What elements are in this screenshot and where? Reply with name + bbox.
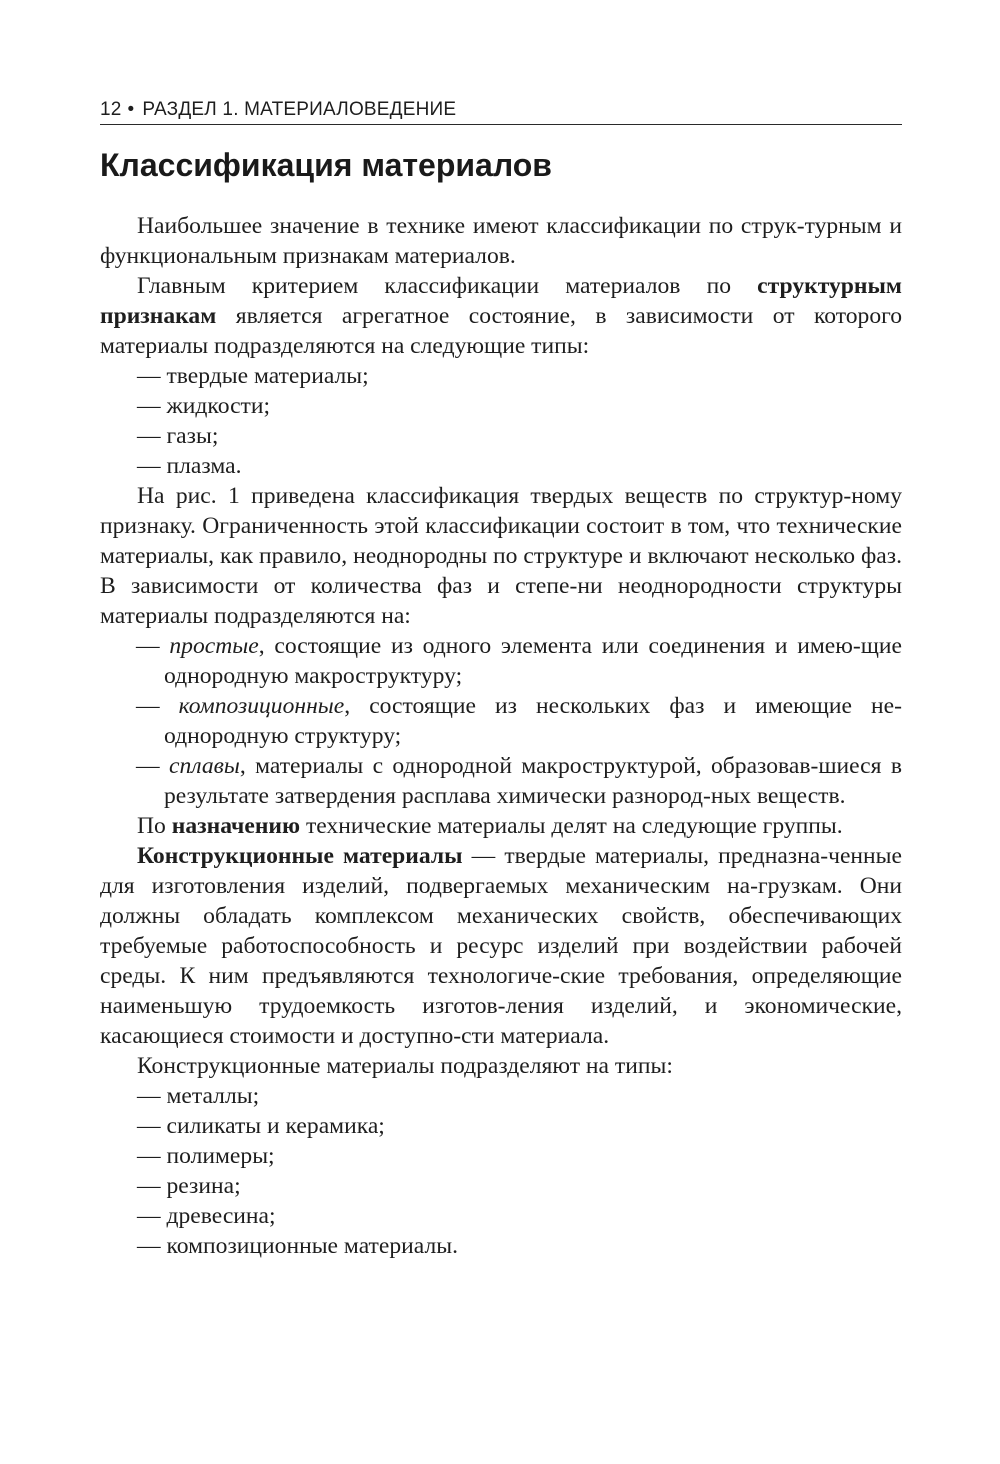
list-item: — полимеры; — [137, 1143, 275, 1169]
bold-term: структурным признакам — [100, 273, 902, 329]
list-item: — простые, состоящие из одного элемента или соединения и имею-щие однородную макроструктуру; — [136, 633, 902, 689]
structural-types-list — [100, 1081, 902, 1261]
paragraph-structural-criterion: Главным критерием классификации материалов по структурным признакам является агрегатное состояние, в зависимости от которого материалы подразделяются на следующие типы: — [100, 273, 902, 359]
list-item: — резина; — [137, 1173, 241, 1199]
material-types-list — [100, 631, 902, 811]
page-number: 12 — [100, 99, 122, 120]
states-list — [100, 361, 902, 481]
paragraph-structural-materials: Конструкционные материалы — твердые материалы, предназна-ченные для изготовления изделий, подвергаемых механическим на-грузкам. Они должны обладать комплексом механических свойств, обеспечивающих требуемые работоспособность и ресурс изделий при воздействии рабочей среды. К ним предъявляются технологиче-ские требования, определяющие наименьшую трудоемкость изготов-ления изделий, и экономические, касающиеся стоимости и доступно-сти материала. — [100, 843, 902, 1049]
page-title: Классификация материалов — [100, 147, 552, 183]
list-item: — композиционные, состоящие из нескольких фаз и имеющие не-однородную структуру; — [136, 693, 902, 749]
bullet: • — [127, 99, 135, 120]
list-item: — плазма. — [137, 453, 242, 479]
body-text — [100, 211, 902, 1261]
section-title: РАЗДЕЛ 1. МАТЕРИАЛОВЕДЕНИЕ — [142, 99, 457, 120]
list-item: — сплавы, материалы с однородной макроструктурой, образовав-шиеся в результате затвердения расплава химически разнород-ных веществ. — [136, 753, 903, 809]
paragraph-structural-types-intro: Конструкционные материалы подразделяют на типы: — [137, 1053, 673, 1079]
italic-term: простые — [169, 633, 259, 659]
italic-term: сплавы — [168, 753, 240, 779]
list-item: — твердые материалы; — [137, 363, 369, 389]
list-item: — древесина; — [137, 1203, 276, 1229]
list-item: — газы; — [137, 423, 219, 449]
paragraph-intro: Наибольшее значение в технике имеют классификации по струк-турным и функциональным признакам материалов. — [100, 213, 902, 269]
list-item: — композиционные материалы. — [137, 1233, 458, 1259]
list-item: — силикаты и керамика; — [137, 1113, 385, 1139]
paragraph-classification: На рис. 1 приведена классификация твердых веществ по структур-ному признаку. Ограниченность этой классификации состоит в том, что технические материалы, как правило, неоднородны по структуре и включают несколько фаз. В зависимости от количества фаз и степе-ни неоднородности структуры материалы подразделяются на: — [100, 483, 902, 629]
bold-term: назначению — [171, 813, 301, 839]
italic-term: композиционные — [178, 693, 345, 719]
list-item: — металлы; — [137, 1083, 260, 1109]
paragraph-purpose: По назначению технические материалы делят на следующие группы. — [137, 813, 843, 839]
running-header — [100, 96, 902, 125]
bold-term: Конструкционные материалы — [137, 843, 463, 869]
book-page — [100, 96, 902, 1261]
list-item: — жидкости; — [137, 393, 271, 419]
